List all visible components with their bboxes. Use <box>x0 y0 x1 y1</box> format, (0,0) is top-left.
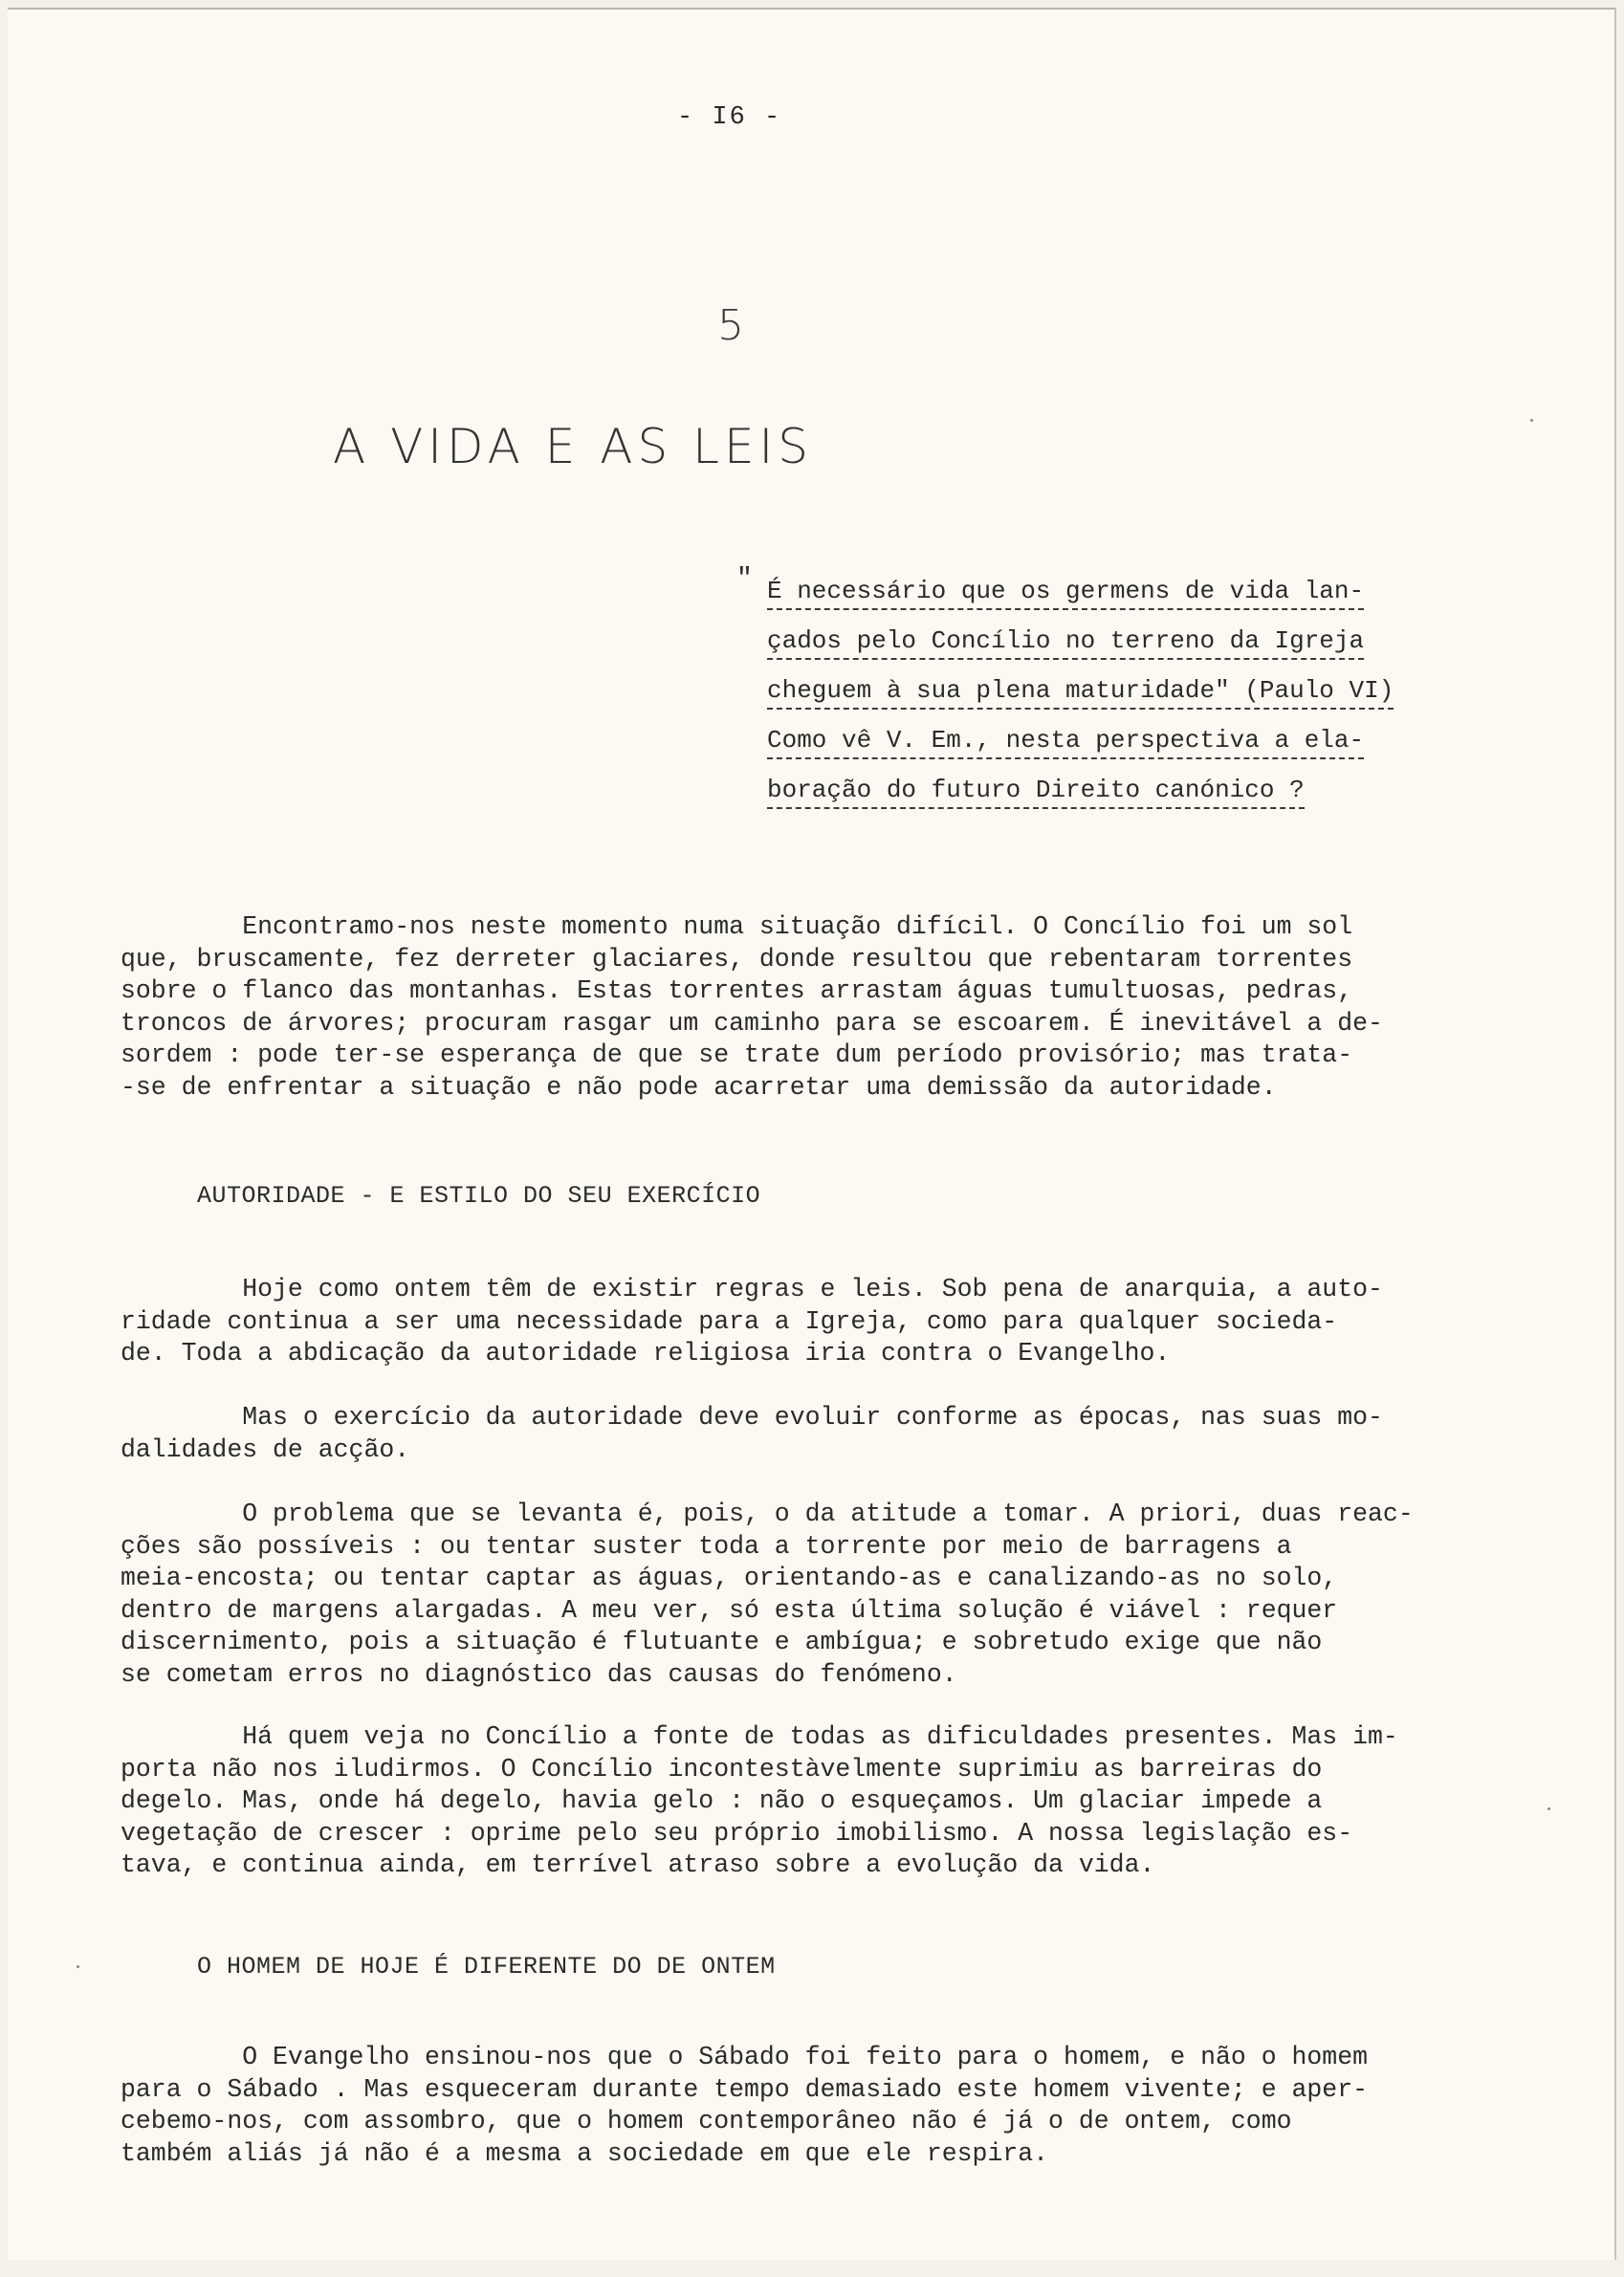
paragraph-5: Há quem veja no Concílio a fonte de todas as dificuldades presentes. Mas im- porta não nos iludirmos. O Concílio incontestàvelmente suprimiu as barreiras do degelo. Mas, onde há degelo, havia gelo : não o esqueçamos. Um glaciar impede a vegetação de crescer : oprime pelo seu próprio imobilismo. A nossa legislação es- tava, e continua ainda, em terrível atraso sobre a evolução da vida. <box>121 1722 1398 1879</box>
paragraph-3: Mas o exercício da autoridade deve evoluir conforme as épocas, nas suas mo- dalidades de acção. <box>121 1403 1383 1464</box>
document-page <box>8 8 1616 2260</box>
epigraph-line: boração do futuro Direito canónico ? <box>767 773 1437 822</box>
epigraph-line: cheguem à sua plena maturidade" (Paulo VI) <box>767 673 1437 723</box>
page-number: - I6 - <box>677 103 782 132</box>
handwritten-chapter-number: 5 <box>717 301 744 350</box>
paragraph-2: Hoje como ontem têm de existir regras e leis. Sob pena de anarquia, a auto- ridade continua a ser uma necessidade para a Igreja, como para qualquer socieda- de. Toda a abdicação da autoridade religiosa iria contra o Evangelho. <box>121 1275 1383 1368</box>
paper-speck <box>1547 1807 1550 1810</box>
handwritten-chapter-title: A VIDA E AS LEIS <box>333 419 814 474</box>
paragraph-4: O problema que se levanta é, pois, o da atitude a tomar. A priori, duas reac- ções são possíveis : ou tentar suster toda a torrente por meio de barragens a meia-encosta; ou tentar captar as águas, orientando-as e canalizando-as no solo, dentro de margens alargadas. A meu ver, só esta última solução é viável : requer discernimento, pois a situação é flutuante e ambígua; e sobretudo exige que não se cometam erros no diagnóstico das causas do fenómeno. <box>121 1500 1414 1689</box>
paragraph-6: O Evangelho ensinou-nos que o Sábado foi feito para o homem, e não o homem para o Sábado . Mas esqueceram durante tempo demasiado este homem vivente; e aper- cebemo-nos, com assombro, que o homem contemporâneo não é já o de ontem, como também aliás já não é a mesma a sociedade em que ele respira. <box>121 2043 1369 2168</box>
epigraph <box>767 574 1437 822</box>
epigraph-line: çados pelo Concílio no terreno da Igreja <box>767 624 1437 673</box>
epigraph-line: Como vê V. Em., nesta perspectiva a ela- <box>767 723 1437 773</box>
paragraph-1: Encontramo-nos neste momento numa situação difícil. O Concílio foi um sol que, bruscamente, fez derreter glaciares, donde resultou que rebentaram torrentes sobre o flanco das montanhas. Estas torrentes arrastam águas tumultuosas, pedras, troncos de árvores; procuram rasgar um caminho para se escoarem. É inevitável a de- sordem : pode ter-se esperança de que se trate dum período provisório; mas trata- -se de enfrentar a situação e não pode acarretar uma demissão da autoridade. <box>121 912 1383 1102</box>
paper-speck <box>1530 419 1533 422</box>
section-heading-modern-man: O HOMEM DE HOJE É DIFERENTE DO DE ONTEM <box>197 1953 776 1981</box>
section-heading-authority: AUTORIDADE - E ESTILO DO SEU EXERCÍCIO <box>197 1182 761 1210</box>
epigraph-line: É necessário que os germens de vida lan- <box>767 574 1437 624</box>
epigraph-quote-mark: " <box>736 564 753 594</box>
paper-speck <box>77 1965 79 1968</box>
